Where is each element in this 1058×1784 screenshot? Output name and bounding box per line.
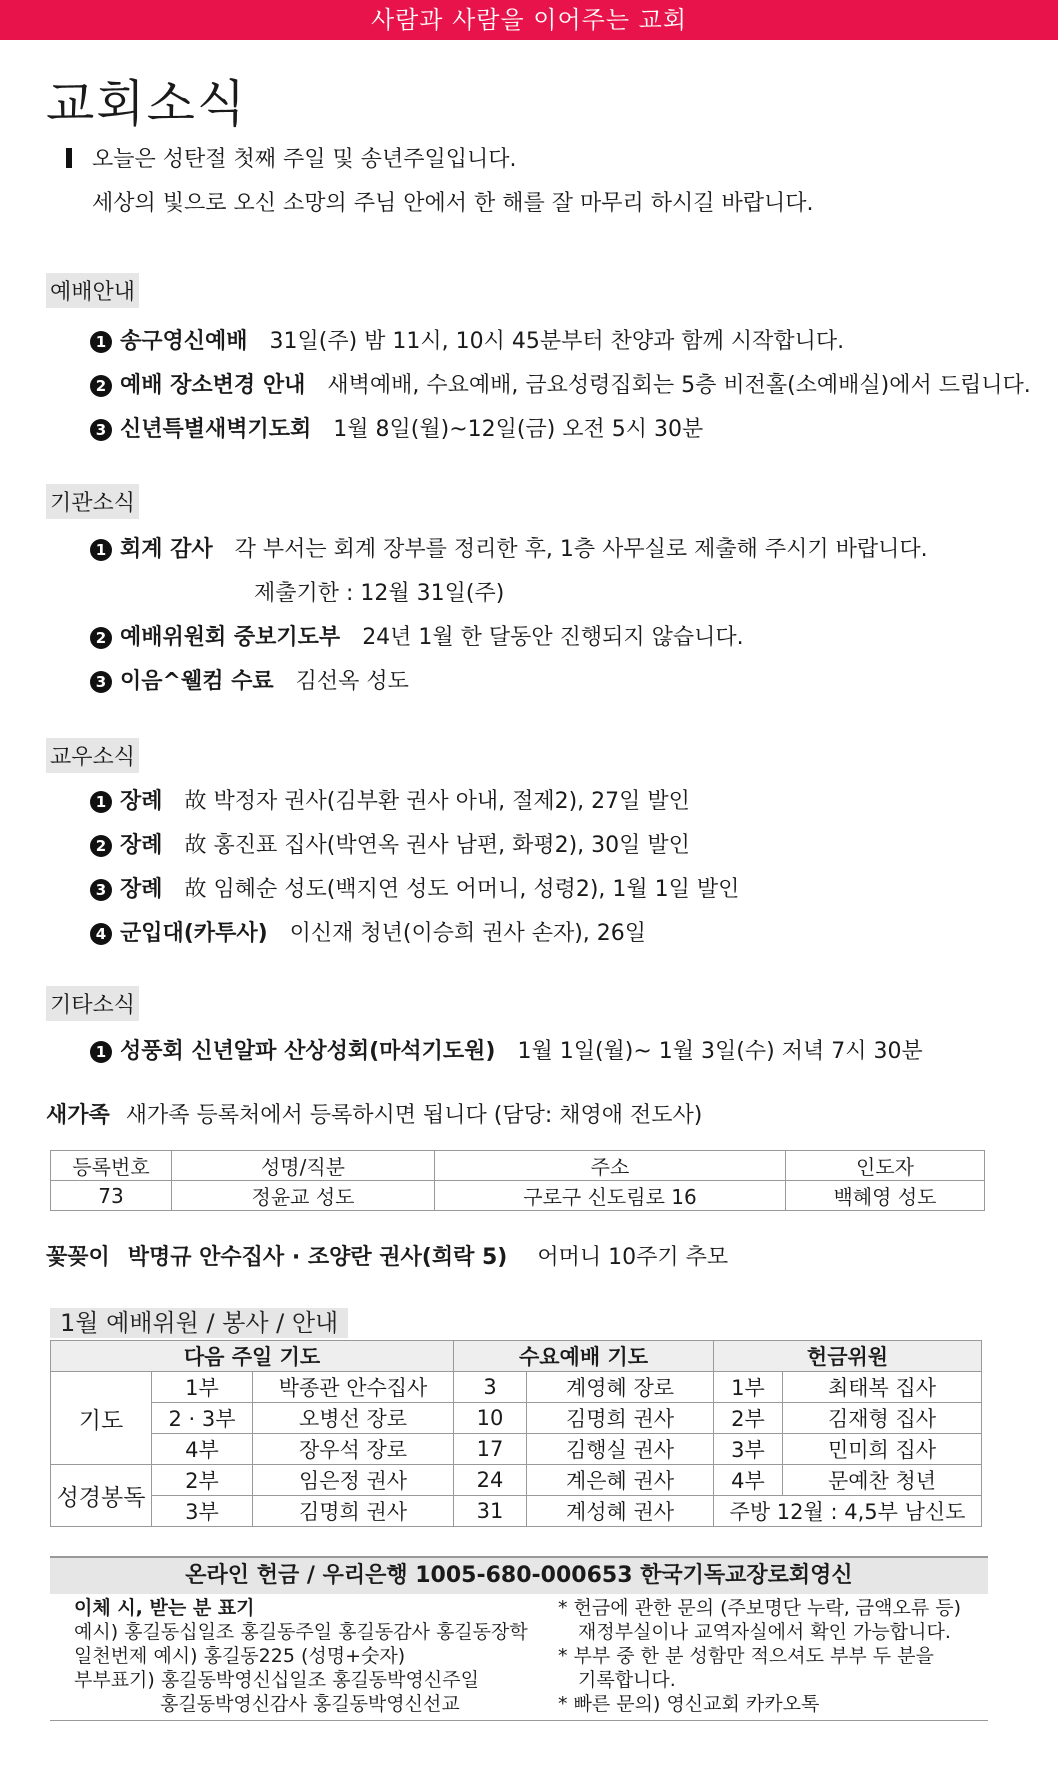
number-badge: 3: [90, 671, 112, 693]
offering-notes: [558, 1596, 961, 1716]
table-cell: 계은혜 권사: [527, 1465, 714, 1496]
table-header: 인도자: [786, 1151, 985, 1181]
example-line: 일천번제 예시) 홍길동225 (성명+숫자): [74, 1645, 406, 1667]
table-header: 성명/직분: [172, 1151, 435, 1181]
worship-item-3: [90, 412, 703, 443]
newfamily-text: 새가족 등록처에서 등록하시면 됩니다 (담당: 채영애 전도사): [125, 1103, 703, 1128]
intro-line-2: 세상의 빛으로 오신 소망의 주님 안에서 한 해를 잘 마무리 하시길 바랍니다.: [92, 191, 814, 216]
section-heading-other: 기타소식: [46, 986, 139, 1021]
table-header: 등록번호: [51, 1151, 172, 1181]
example-line: 부부표기) 홍길동박영신십일조 홍길동박영신주일: [74, 1669, 479, 1691]
table-cell: 계영혜 장로: [527, 1372, 714, 1403]
table-row: [51, 1181, 985, 1211]
section-heading-worship: 예배안내: [46, 273, 139, 308]
table-header: 다음 주일 기도: [51, 1341, 454, 1372]
table-row: [51, 1496, 982, 1527]
number-badge: 1: [90, 331, 112, 353]
number-badge: 1: [90, 1041, 112, 1063]
note-line: 기록합니다.: [578, 1669, 676, 1691]
table-cell: 31: [454, 1496, 527, 1527]
orgs-item-1: [90, 532, 928, 563]
item-key: 장례: [120, 833, 163, 858]
item-text: 故 홍진표 집사(박연옥 권사 남편, 화평2), 30일 발인: [184, 833, 690, 858]
orgs-item-2: [90, 620, 744, 651]
item-key: 이음^웰컴 수료: [120, 669, 274, 694]
other-item-1: [90, 1034, 923, 1065]
table-header: 헌금위원: [714, 1341, 982, 1372]
table-cell: 73: [51, 1181, 172, 1211]
number-badge: 3: [90, 419, 112, 441]
table-cell: 오병선 장로: [253, 1403, 454, 1434]
item-key: 회계 감사: [120, 537, 213, 562]
table-cell: 김명희 권사: [527, 1403, 714, 1434]
table-cell: 3부: [152, 1496, 253, 1527]
table-cell: 4부: [714, 1465, 783, 1496]
table-header-row: [51, 1151, 985, 1181]
section-heading-members: 교우소식: [46, 738, 139, 773]
table-cell: 1부: [152, 1372, 253, 1403]
table-cell: 김행실 권사: [527, 1434, 714, 1465]
orgs-item-3: [90, 664, 409, 695]
intro-text-1: 오늘은 성탄절 첫째 주일 및 송년주일입니다.: [92, 147, 517, 172]
members-item-4: [90, 916, 646, 947]
members-item-2: [90, 828, 690, 859]
table-header: 수요예배 기도: [454, 1341, 714, 1372]
example-line: 예시) 홍길동십일조 홍길동주일 홍길동감사 홍길동장학: [74, 1621, 528, 1643]
table-cell: 백혜영 성도: [786, 1181, 985, 1211]
table-cell: 김명희 권사: [253, 1496, 454, 1527]
table-cell: 구로구 신도림로 16: [435, 1181, 786, 1211]
item-key: 예배 장소변경 안내: [120, 373, 306, 398]
item-text: 김선옥 성도: [295, 669, 409, 694]
item-text: 1월 1일(월)~ 1월 3일(수) 저녁 7시 30분: [517, 1039, 923, 1064]
table-cell: 3부: [714, 1434, 783, 1465]
table-header: 주소: [435, 1151, 786, 1181]
members-item-3: [90, 872, 739, 903]
table-header-row: [51, 1341, 982, 1372]
table-cell: 민미희 집사: [783, 1434, 982, 1465]
table-cell: 3: [454, 1372, 527, 1403]
worship-item-1: [90, 324, 844, 355]
top-banner: 사람과 사람을 이어주는 교회: [0, 0, 1058, 40]
table-cell: 24: [454, 1465, 527, 1496]
item-key: 송구영신예배: [120, 329, 248, 354]
number-badge: 1: [90, 791, 112, 813]
table-cell: 17: [454, 1434, 527, 1465]
flower-line: [46, 1240, 728, 1271]
item-text: 1월 8일(월)~12일(금) 오전 5시 30분: [333, 417, 704, 442]
transfer-header: 이체 시, 받는 분 표기: [74, 1597, 255, 1619]
online-offering-bar: 온라인 헌금 / 우리은행 1005-680-000653 한국기독교장로회영신: [50, 1556, 988, 1594]
table-row: [51, 1372, 982, 1403]
item-key: 성풍회 신년알파 산상성회(마석기도원): [120, 1039, 496, 1064]
table-cell: 2부: [714, 1403, 783, 1434]
item-key: 장례: [120, 789, 163, 814]
item-key: 예배위원회 중보기도부: [120, 625, 341, 650]
newfamily-label: 새가족: [46, 1103, 110, 1128]
number-badge: 1: [90, 539, 112, 561]
item-key: 신년특별새벽기도회: [120, 417, 312, 442]
item-text: 각 부서는 회계 장부를 정리한 후, 1층 사무실로 제출해 주시기 바랍니다.: [234, 537, 928, 562]
group-label: 성경봉독: [51, 1465, 152, 1527]
table-cell: 2부: [152, 1465, 253, 1496]
item-key: 군입대(카투사): [120, 921, 268, 946]
newfamily-line: [46, 1098, 702, 1129]
orgs-item-1-deadline: 제출기한 : 12월 31일(주): [254, 581, 505, 606]
item-text: 31일(주) 밤 11시, 10시 45분부터 찬양과 함께 시작합니다.: [269, 329, 845, 354]
flower-names: 박명규 안수집사 · 조양란 권사(희락 5): [127, 1245, 508, 1270]
number-badge: 2: [90, 835, 112, 857]
note-line: * 부부 중 한 분 성함만 적으셔도 부부 두 분을: [558, 1645, 934, 1667]
table-cell: 주방 12월 : 4,5부 남신도: [714, 1496, 982, 1527]
table-cell: 정윤교 성도: [172, 1181, 435, 1211]
flower-text: 어머니 10주기 추모: [537, 1245, 729, 1270]
table-cell: 박종관 안수집사: [253, 1372, 454, 1403]
table-cell: 1부: [714, 1372, 783, 1403]
section-heading-orgs: 기관소식: [46, 484, 139, 519]
table-cell: 2 · 3부: [152, 1403, 253, 1434]
group-label: 기도: [51, 1372, 152, 1465]
worship-item-2: [90, 368, 1031, 399]
note-line: * 헌금에 관한 문의 (주보명단 누락, 금액오류 등): [558, 1597, 962, 1619]
item-key: 장례: [120, 877, 163, 902]
table-cell: 4부: [152, 1434, 253, 1465]
flower-label: 꽃꽂이: [46, 1245, 110, 1270]
newfamily-table: [50, 1150, 985, 1211]
item-text: 故 임혜순 성도(백지연 성도 어머니, 성령2), 1월 1일 발인: [184, 877, 740, 902]
table-row: [51, 1403, 982, 1434]
table-cell: 최태복 집사: [783, 1372, 982, 1403]
item-text: 이신재 청년(이승희 권사 손자), 26일: [289, 921, 647, 946]
table-cell: 임은정 권사: [253, 1465, 454, 1496]
item-text: 故 박정자 권사(김부환 권사 아내, 절제2), 27일 발인: [184, 789, 690, 814]
table-row: [51, 1434, 982, 1465]
number-badge: 4: [90, 923, 112, 945]
example-line: 홍길동박영신감사 홍길동박영신선교: [160, 1693, 460, 1715]
transfer-examples: [74, 1596, 528, 1716]
intro-line-1: [66, 142, 517, 173]
table-cell: 장우석 장로: [253, 1434, 454, 1465]
january-table: [50, 1340, 982, 1527]
note-line: * 빠른 문의) 영신교회 카카오톡: [558, 1693, 820, 1715]
item-text: 24년 1월 한 달동안 진행되지 않습니다.: [362, 625, 744, 650]
number-badge: 2: [90, 627, 112, 649]
bullet-bar: [66, 148, 72, 168]
number-badge: 2: [90, 375, 112, 397]
item-text: 새벽예배, 수요예배, 금요성령집회는 5층 비전홀(소예배실)에서 드립니다.: [327, 373, 1031, 398]
table-cell: 문예찬 청년: [783, 1465, 982, 1496]
divider: [50, 1720, 988, 1721]
number-badge: 3: [90, 879, 112, 901]
note-line: 재정부실이나 교역자실에서 확인 가능합니다.: [578, 1621, 951, 1643]
january-heading: 1월 예배위원 / 봉사 / 안내: [50, 1308, 348, 1338]
table-cell: 김재형 집사: [783, 1403, 982, 1434]
table-cell: 10: [454, 1403, 527, 1434]
page-title: 교회소식: [46, 75, 248, 133]
members-item-1: [90, 784, 690, 815]
table-cell: 계성혜 권사: [527, 1496, 714, 1527]
table-row: [51, 1465, 982, 1496]
